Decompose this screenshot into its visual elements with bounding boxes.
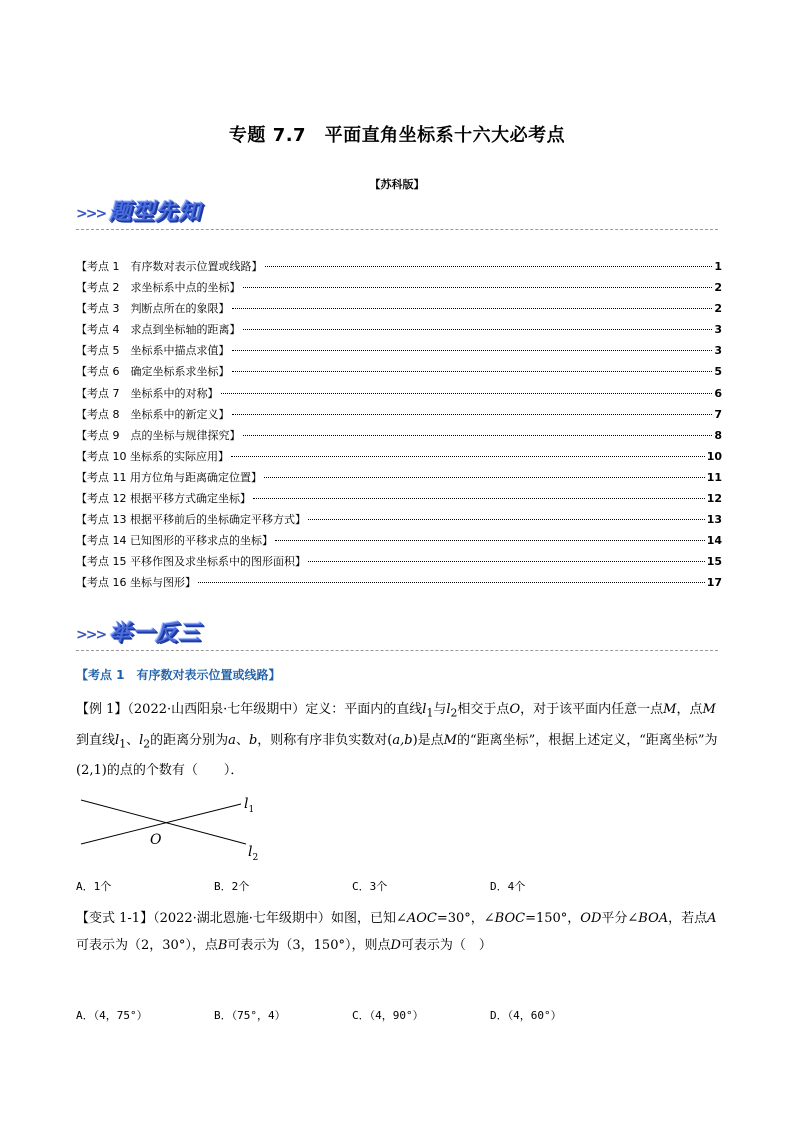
toc-leader-dots <box>308 519 705 520</box>
toc-leader-dots <box>243 287 713 288</box>
toc-entry[interactable] <box>76 385 722 406</box>
toc-leader-dots <box>232 414 713 415</box>
toc-entry-label: 【考点 12 根据平移方式确定坐标】 <box>76 492 251 506</box>
banner-examples <box>76 617 201 647</box>
toc-entry-label: 【考点 6 确定坐标系求坐标】 <box>76 365 230 379</box>
toc-leader-dots <box>253 498 705 499</box>
section-heading: 【考点 1 有序数对表示位置或线路】 <box>76 668 281 682</box>
toc-entry[interactable] <box>76 300 722 321</box>
toc-entry-page: 11 <box>706 470 722 484</box>
toc-entry-label: 【考点 13 根据平移前后的坐标确定平移方式】 <box>76 513 306 527</box>
toc-entry-page: 2 <box>714 281 722 295</box>
toc-entry-page: 14 <box>706 534 722 548</box>
option-b: B．2个 <box>214 880 250 893</box>
example-1-options <box>76 878 636 894</box>
toc-entry-label: 【考点 11 用方位角与距离确定位置】 <box>76 470 262 484</box>
toc-leader-dots <box>308 561 705 562</box>
page-title: 专题 7.7 平面直角坐标系十六大必考点 <box>228 125 566 146</box>
label-l1: $l_1$ <box>244 796 255 815</box>
divider <box>76 229 718 230</box>
toc-entry-label: 【考点 15 平移作图及求坐标系中的图形面积】 <box>76 555 306 569</box>
toc-entry-page: 7 <box>714 407 722 421</box>
banner-topic-preview <box>76 196 201 226</box>
toc-entry[interactable] <box>76 469 722 490</box>
toc-leader-dots <box>232 371 713 372</box>
toc-entry-page: 2 <box>714 302 722 316</box>
table-of-contents <box>76 258 722 596</box>
toc-entry-page: 1 <box>714 260 722 273</box>
toc-entry-page: 8 <box>714 428 722 442</box>
toc-entry[interactable] <box>76 511 722 532</box>
toc-entry-page: 3 <box>714 323 722 337</box>
toc-entry[interactable] <box>76 490 722 511</box>
toc-leader-dots <box>221 393 713 394</box>
toc-entry[interactable] <box>76 363 722 384</box>
toc-entry-label: 【考点 7 坐标系中的对称】 <box>76 386 219 400</box>
toc-entry[interactable] <box>76 406 722 427</box>
toc-entry[interactable] <box>76 427 722 448</box>
toc-leader-dots <box>265 266 713 267</box>
toc-entry-label: 【考点 10 坐标系的实际应用】 <box>76 449 229 463</box>
toc-leader-dots <box>232 308 713 309</box>
variant-1-1-text: 【变式 1-1】（2022·湖北恩施·七年级期中）如图，已知∠AOC=30°，∠BOC=150°，OD平分∠BOA，若点A可表示为（2，30°），点B可表示为（3，150°），则点D可表示为（ ） <box>76 911 717 953</box>
toc-leader-dots <box>231 456 705 457</box>
toc-entry[interactable] <box>76 448 722 469</box>
toc-entry-label: 【考点 16 坐标与图形】 <box>76 576 196 590</box>
edition-label: 【苏科版】 <box>369 178 425 191</box>
banner-text: 举一反三 <box>109 621 202 646</box>
toc-entry-label: 【考点 5 坐标系中描点求值】 <box>76 344 230 358</box>
toc-leader-dots <box>275 540 705 541</box>
option-a: A．（4，75°） <box>76 1009 148 1022</box>
toc-entry-page: 5 <box>714 365 722 379</box>
toc-entry-page: 6 <box>714 386 722 400</box>
toc-entry[interactable] <box>76 574 722 595</box>
banner-arrows: >>> <box>76 627 106 643</box>
option-d: D．（4，60°） <box>490 1009 562 1022</box>
toc-leader-dots <box>243 329 713 330</box>
toc-entry[interactable] <box>76 279 722 300</box>
toc-entry[interactable] <box>76 532 722 553</box>
option-d: D．4个 <box>490 880 526 893</box>
toc-entry-label: 【考点 9 点的坐标与规律探究】 <box>76 428 241 442</box>
toc-entry[interactable] <box>76 321 722 342</box>
toc-entry-label: 【考点 3 判断点所在的象限】 <box>76 302 230 316</box>
banner-arrows: >>> <box>76 206 106 222</box>
option-a: A．1个 <box>76 880 112 893</box>
intersecting-lines-figure <box>76 792 276 862</box>
toc-entry-page: 10 <box>706 449 722 463</box>
option-c: C．3个 <box>352 880 388 893</box>
option-c: C．（4，90°） <box>352 1009 424 1022</box>
divider <box>76 650 718 651</box>
toc-entry-page: 13 <box>706 513 722 527</box>
toc-entry-label: 【考点 14 已知图形的平移求点的坐标】 <box>76 534 273 548</box>
label-o: O <box>150 832 162 848</box>
toc-entry-label: 【考点 4 求点到坐标轴的距离】 <box>76 323 241 337</box>
variant-1-1-options <box>76 1007 636 1023</box>
toc-entry[interactable] <box>76 258 722 279</box>
toc-leader-dots <box>198 582 705 583</box>
toc-entry-page: 15 <box>706 555 722 569</box>
toc-entry-page: 12 <box>706 492 722 506</box>
option-b: B．（75°，4） <box>214 1009 286 1022</box>
toc-leader-dots <box>264 477 705 478</box>
toc-leader-dots <box>232 350 713 351</box>
toc-entry-label: 【考点 8 坐标系中的新定义】 <box>76 407 230 421</box>
toc-entry-page: 3 <box>714 344 722 358</box>
label-l2: $l_2$ <box>248 844 259 862</box>
toc-entry-page: 17 <box>706 576 722 590</box>
toc-entry-label: 【考点 2 求坐标系中点的坐标】 <box>76 281 241 295</box>
example-1-text: 【例 1】（2022·山西阳泉·七年级期中）定义：平面内的直线$l_1$与$l_2$相交于点O，对于该平面内任意一点M，点M到直线$l_1$、$l_2$的距离分别为a、b，则称有序非负实数对(a,b)是点M的“距离坐标”，根据上述定义，“距离坐标”为(2,1)的点的个数有（ ）． <box>76 702 718 779</box>
toc-leader-dots <box>243 435 713 436</box>
toc-entry-label: 【考点 1 有序数对表示位置或线路】 <box>76 260 263 273</box>
toc-entry[interactable] <box>76 553 722 574</box>
banner-text: 题型先知 <box>109 200 202 225</box>
toc-entry[interactable] <box>76 342 722 363</box>
